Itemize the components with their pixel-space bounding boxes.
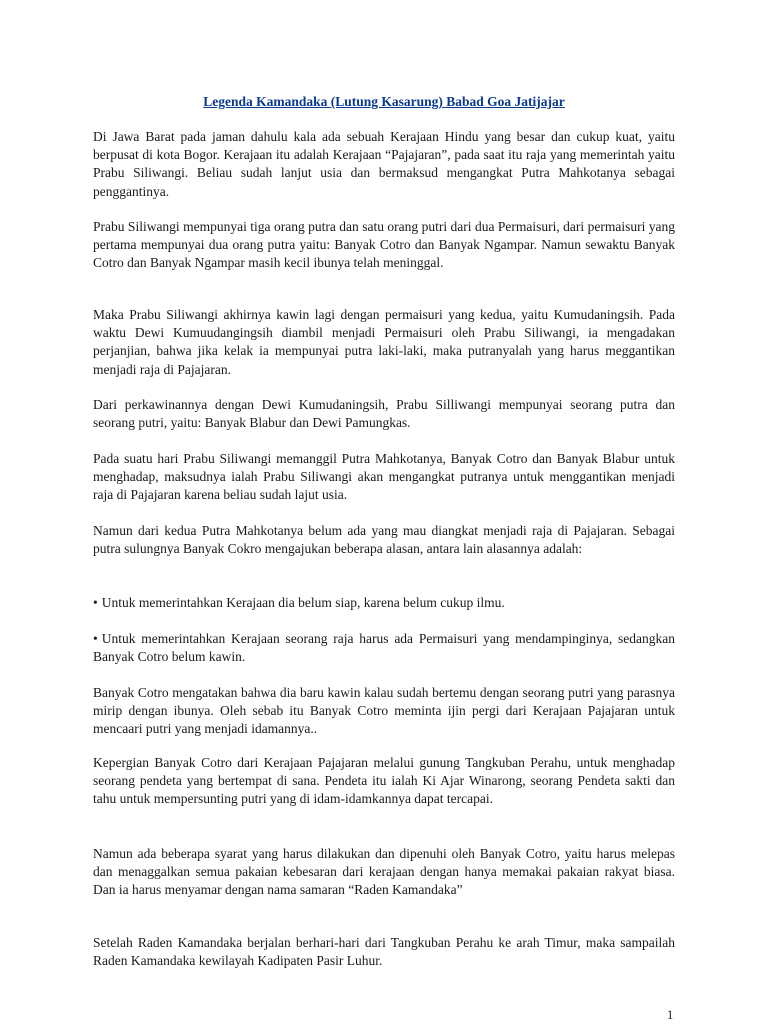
paragraph-4: Dari perkawinannya dengan Dewi Kumudaningsih, Prabu Silliwangi mempunyai seorang putra dan seorang putri, yaitu: Banyak Blabur dan Dewi Pamungkas. xyxy=(93,397,675,431)
paragraph-9: Namun ada beberapa syarat yang harus dilakukan dan dipenuhi oleh Banyak Cotro, yaitu harus melepas dan menaggalkan semua pakaian kebesaran dari kerajaan dengan hanya memakai pakaian rakyat biasa. Dan ia harus menyamar dengan nama samaran “Raden Kamandaka” xyxy=(93,846,675,898)
paragraph-8: Kepergian Banyak Cotro dari Kerajaan Pajajaran melalui gunung Tangkuban Perahu, untuk menghadap seorang pendeta yang bertempat di sana. Pendeta itu ialah Ki Ajar Winarong, seorang Pendeta sakti dan tahu untuk mempersunting putri yang di idam-idamkannya dapat tercapai. xyxy=(93,755,675,807)
paragraph-3: Maka Prabu Siliwangi akhirnya kawin lagi dengan permaisuri yang kedua, yaitu Kumudaningsih. Pada waktu Dewi Kumuudangingsih diambil menjadi Permaisuri oleh Prabu Siliwangi, ia mengadakan perjanjian, bahwa jika kelak ia mempunyai putra laki-laki, maka putranyalah yang harus meggantikan menjadi raja di Pajajaran. xyxy=(93,307,675,377)
bullet-icon: • xyxy=(93,631,98,646)
document-title: Legenda Kamandaka (Lutung Kasarung) Babad Goa Jatijajar xyxy=(203,94,565,109)
bullet-icon: • xyxy=(93,595,98,610)
bullet-item-1 xyxy=(93,594,675,612)
paragraph-5: Pada suatu hari Prabu Siliwangi memanggil Putra Mahkotanya, Banyak Cotro dan Banyak Blabur untuk menghadap, maksudnya ialah Prabu Siliwangi akan mengangkat putranya untuk menggantikan menjadi raja di Pajajaran karena beliau sudah lajut usia. xyxy=(93,451,675,503)
bullet-text: Untuk memerintahkan Kerajaan dia belum siap, karena belum cukup ilmu. xyxy=(101,595,505,610)
bullet-text: Untuk memerintahkan Kerajaan seorang raja harus ada Permaisuri yang mendampinginya, sedangkan Banyak Cotro belum kawin. xyxy=(93,631,675,665)
paragraph-1: Di Jawa Barat pada jaman dahulu kala ada sebuah Kerajaan Hindu yang besar dan cukup kuat, yaitu berpusat di kota Bogor. Kerajaan itu adalah Kerajaan “Pajajaran”, pada saat itu raja yang memerintah yaitu Prabu Siliwangi. Beliau sudah lanjut usia dan bermaksud mengangkat Putra Mahkotanya sebagai penggantinya. xyxy=(93,129,675,199)
paragraph-6: Namun dari kedua Putra Mahkotanya belum ada yang mau diangkat menjadi raja di Pajajaran. Sebagai putra sulungnya Banyak Cokro mengajukan beberapa alasan, antara lain alasannya adalah: xyxy=(93,523,675,557)
bullet-item-2 xyxy=(93,630,675,666)
paragraph-2: Prabu Siliwangi mempunyai tiga orang putra dan satu orang putri dari dua Permaisuri, dari permaisuri yang pertama mempunyai dua orang putra yaitu: Banyak Cotro dan Banyak Ngampar. Namun sewaktu Banyak Cotro dan Banyak Ngampar masih kecil ibunya telah meninggal. xyxy=(93,219,675,271)
paragraph-10: Setelah Raden Kamandaka berjalan berhari-hari dari Tangkuban Perahu ke arah Timur, maka sampailah Raden Kamandaka kewilayah Kadipaten Pasir Luhur. xyxy=(93,935,675,969)
paragraph-7: Banyak Cotro mengatakan bahwa dia baru kawin kalau sudah bertemu dengan seorang putri yang parasnya mirip dengan ibunya. Oleh sebab itu Banyak Cotro meminta ijin pergi dari Kerajaan Pajajaran untuk mencaari putri yang menjadi idamannya.. xyxy=(93,685,675,737)
page-number: 1 xyxy=(667,1008,674,1022)
